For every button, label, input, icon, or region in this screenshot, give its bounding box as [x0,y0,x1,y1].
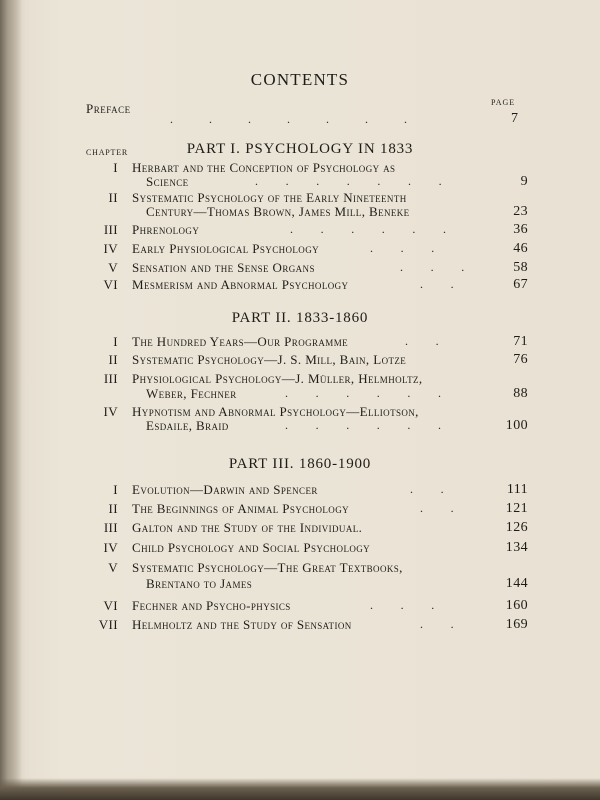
chapter-title: Fechner and Psycho-physics [132,598,291,613]
toc-entry-row [0,386,600,404]
chapter-number: I [113,160,118,175]
page-number: 58 [513,260,528,275]
chapter-number: I [113,334,118,349]
toc-entry-row [0,540,600,558]
chapter-title: Sensation and the Sense Organs [132,260,315,275]
chapter-title: Esdaile, Braid [146,418,229,433]
chapter-title: Evolution—Darwin and Spencer [132,482,318,497]
leader-dots: . . . [370,241,435,255]
page-number: 23 [513,204,528,219]
chapter-title: Early Physiological Psychology [132,241,319,256]
toc-entry-row [0,576,600,594]
preface-title: Preface [86,101,131,116]
page-number: 121 [505,501,528,516]
preface-page-number: 7 [511,111,518,126]
chapter-title: Galton and the Study of the Individual. [132,520,363,535]
chapter-number: V [108,260,118,275]
chapter-number: VII [98,617,118,632]
chapter-title: Physiological Psychology—J. Müller, Helmholtz, [132,371,423,386]
page-number: 71 [513,334,528,349]
leader-dots: . . . . . . [285,418,442,432]
leader-dots: . . [420,617,454,631]
contents-title: CONTENTS [250,70,350,89]
chapter-title: Phrenology [132,222,200,237]
chapter-title: Child Psychology and Social Psychology [132,540,371,555]
chapter-title: Century—Thomas Brown, James Mill, Beneke [146,204,410,219]
toc-entry-row [0,334,600,352]
toc-entry-row [0,501,600,519]
toc-entry-row [0,277,600,295]
leader-dots: . . . . . . . [255,174,442,188]
part-heading: PART III. 1860-1900 [228,456,372,472]
page-number: 169 [505,617,528,632]
chapter-number: III [103,371,118,386]
chapter-title: Herbart and the Conception of Psychology as [132,160,396,175]
toc-entry-row [0,260,600,278]
leader-dots: . . . . . . [290,222,447,236]
page-number: 9 [520,174,528,189]
chapter-number: VI [103,598,118,613]
page-number: 67 [513,277,528,292]
chapter-number: V [108,560,118,575]
page-number: 111 [506,482,528,497]
chapter-title: The Beginnings of Animal Psychology [132,501,350,516]
chapter-number: II [108,190,118,205]
toc-entry-row [0,520,600,538]
page-bottom-edge [0,778,600,800]
chapter-title: The Hundred Years—Our Programme [132,334,349,349]
chapter-number: III [103,222,118,237]
chapter-title: Brentano to James [146,576,253,591]
toc-entry-row [0,352,600,370]
page-number: 160 [505,598,528,613]
chapter-title: Weber, Fechner [146,386,237,401]
chapter-title: Systematic Psychology—J. S. Mill, Bain, Lotze [132,352,407,367]
chapter-number: IV [103,241,118,256]
page-number: 126 [505,520,528,535]
chapter-number: IV [103,540,118,555]
page-column-label: PAGE [491,98,516,107]
chapter-title: Science [146,174,189,189]
leader-dots: . . [410,482,444,496]
chapter-title: Systematic Psychology of the Early Nineteenth [132,190,407,205]
preface-leader-dots: . . . . . . . [170,112,407,126]
leader-dots: . . [405,334,439,348]
leader-dots: . . . . . . [285,386,442,400]
chapter-title: Helmholtz and the Study of Sensation [132,617,352,632]
leader-dots: . . [420,277,454,291]
page-number: 100 [505,418,528,433]
toc-entry-row [0,598,600,616]
toc-entry-row [0,241,600,259]
part-heading: PART II. 1833-1860 [231,310,369,326]
toc-entry-row [0,482,600,500]
chapter-number: II [108,352,118,367]
chapter-title: Mesmerism and Abnormal Psychology [132,277,349,292]
leader-dots: . . . [400,260,465,274]
chapter-title: Systematic Psychology—The Great Textbooks, [132,560,403,575]
page-number: 88 [513,386,528,401]
part-heading: PART I. PSYCHOLOGY IN 1833 [186,141,414,157]
chapter-number: III [103,520,118,535]
page-number: 36 [513,222,528,237]
toc-entry-row [0,204,600,222]
toc-entry-row [0,222,600,240]
page-number: 46 [513,241,528,256]
chapter-number: VI [103,277,118,292]
toc-entry-row [0,418,600,436]
chapter-title: Hypnotism and Abnormal Psychology—Elliotson, [132,404,419,419]
chapter-column-label: CHAPTER [86,148,129,157]
leader-dots: . . [420,501,454,515]
page-number: 76 [513,352,528,367]
chapter-number: I [113,482,118,497]
chapter-number: II [108,501,118,516]
page-number: 134 [505,540,528,555]
page-number: 144 [505,576,528,591]
leader-dots: . . . [370,598,435,612]
toc-entry-row [0,617,600,635]
chapter-number: IV [103,404,118,419]
